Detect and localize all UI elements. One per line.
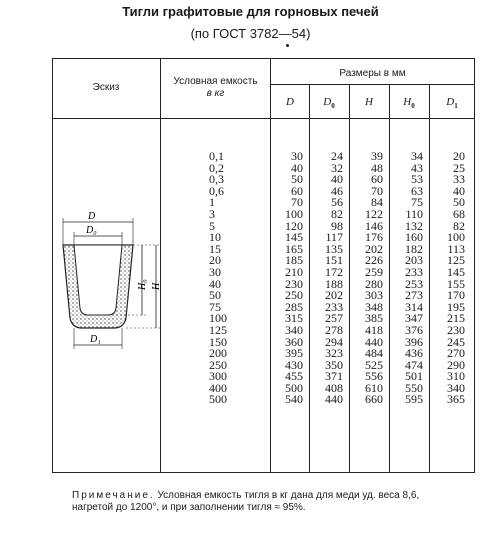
header-capacity-line2: в кг xyxy=(206,88,225,99)
table-cell: 110 xyxy=(405,206,423,221)
table-cell: 82 xyxy=(453,218,465,233)
crucible-sketch xyxy=(8,150,168,360)
symbol-d1: $D_1$ xyxy=(446,96,458,111)
table-cell: 25 xyxy=(453,160,465,175)
table-cell: 385 xyxy=(365,311,383,326)
label-h: H xyxy=(151,282,162,290)
table-cell: 30 xyxy=(209,264,221,279)
table-cell: 24 xyxy=(331,149,343,163)
table-cell: 270 xyxy=(447,346,465,361)
label-d1: D₁ xyxy=(90,334,101,345)
table-cell: 371 xyxy=(325,369,343,384)
table-cell: 39 xyxy=(371,149,383,163)
table-note xyxy=(72,490,492,514)
table-cell: 125 xyxy=(447,253,465,268)
table-cell: 3 xyxy=(209,206,215,221)
table-cell: 230 xyxy=(285,276,303,291)
table-cell: 273 xyxy=(405,288,423,303)
table-border-right xyxy=(474,58,475,473)
table-cell: 32 xyxy=(331,160,343,175)
table-cell: 500 xyxy=(285,380,303,395)
table-cell: 70 xyxy=(291,195,303,210)
table-cell: 660 xyxy=(365,392,383,407)
table-cell: 314 xyxy=(405,299,423,314)
table-cell: 0,6 xyxy=(209,183,224,198)
table-cell: 500 xyxy=(209,392,227,407)
table-cell: 185 xyxy=(285,253,303,268)
capacity-column xyxy=(209,151,249,406)
table-cell: 145 xyxy=(447,264,465,279)
table-cell: 245 xyxy=(447,334,465,349)
label-h0: H₀ xyxy=(137,279,148,290)
table-cell: 75 xyxy=(209,299,221,314)
table-cell: 150 xyxy=(209,334,227,349)
header-capacity-line1: Условная емкость xyxy=(173,76,258,87)
table-cell: 70 xyxy=(371,183,383,198)
h0-column xyxy=(397,151,423,406)
table-cell: 303 xyxy=(365,288,383,303)
table-cell: 195 xyxy=(447,299,465,314)
table-cell: 135 xyxy=(325,241,343,256)
table-cell: 125 xyxy=(209,322,227,337)
table-cell: 474 xyxy=(405,357,423,372)
table-cell: 172 xyxy=(325,264,343,279)
table-cell: 188 xyxy=(325,276,343,291)
table-cell: 376 xyxy=(405,322,423,337)
table-cell: 1 xyxy=(209,195,215,210)
table-cell: 100 xyxy=(285,206,303,221)
table-cell: 347 xyxy=(405,311,423,326)
table-cell: 15 xyxy=(209,241,221,256)
table-cell: 56 xyxy=(331,195,343,210)
table-cell: 396 xyxy=(405,334,423,349)
note-text-2: нагретой до 1200°, и при заполнении тигля ≈ 95%. xyxy=(72,502,306,513)
table-cell: 43 xyxy=(411,160,423,175)
table-cell: 340 xyxy=(447,380,465,395)
table-cell: 10 xyxy=(209,230,221,245)
table-cell: 170 xyxy=(447,288,465,303)
label-d0: D₀ xyxy=(86,225,97,236)
table-cell: 165 xyxy=(285,241,303,256)
table-cell: 595 xyxy=(405,392,423,407)
table-cell: 340 xyxy=(285,322,303,337)
table-cell: 100 xyxy=(447,230,465,245)
table-cell: 40 xyxy=(291,160,303,175)
table-cell: 550 xyxy=(405,380,423,395)
table-cell: 350 xyxy=(325,357,343,372)
table-cell: 50 xyxy=(209,288,221,303)
table-cell: 155 xyxy=(447,276,465,291)
table-cell: 430 xyxy=(285,357,303,372)
table-cell: 34 xyxy=(411,149,423,163)
table-cell: 525 xyxy=(365,357,383,372)
d1-column xyxy=(439,151,465,406)
table-cell: 20 xyxy=(209,253,221,268)
table-cell: 0,3 xyxy=(209,172,224,187)
table-cell: 0,1 xyxy=(209,149,224,163)
table-cell: 145 xyxy=(285,230,303,245)
col-line-h xyxy=(389,84,390,473)
table-cell: 68 xyxy=(453,206,465,221)
col-line-d0 xyxy=(349,84,350,473)
table-cell: 210 xyxy=(285,264,303,279)
table-cell: 202 xyxy=(365,241,383,256)
table-border-bottom xyxy=(52,472,475,473)
header-sketch: Эскиз xyxy=(92,82,120,93)
table-cell: 200 xyxy=(209,346,227,361)
table-cell: 117 xyxy=(325,230,343,245)
table-cell: 63 xyxy=(411,183,423,198)
note-text-1: Условная емкость тигля в кг дана для меди уд. веса 8,6, xyxy=(157,490,420,501)
table-cell: 610 xyxy=(365,380,383,395)
d-column xyxy=(277,151,303,406)
table-cell: 5 xyxy=(209,218,215,233)
table-cell: 100 xyxy=(209,311,227,326)
table-cell: 132 xyxy=(405,218,423,233)
table-cell: 50 xyxy=(453,195,465,210)
table-cell: 53 xyxy=(411,172,423,187)
table-cell: 120 xyxy=(285,218,303,233)
table-border-top xyxy=(52,58,475,59)
symbol-d: D xyxy=(286,96,294,108)
table-cell: 40 xyxy=(209,276,221,291)
table-cell: 48 xyxy=(371,160,383,175)
table-cell: 365 xyxy=(447,392,465,407)
table-cell: 484 xyxy=(365,346,383,361)
table-cell: 323 xyxy=(325,346,343,361)
table-cell: 556 xyxy=(365,369,383,384)
table-cell: 250 xyxy=(285,288,303,303)
label-d: D xyxy=(88,211,96,222)
page-subtitle: (по ГОСТ 3782—54) xyxy=(190,26,311,41)
table-cell: 60 xyxy=(371,172,383,187)
table-cell: 176 xyxy=(365,230,383,245)
table-cell: 82 xyxy=(331,206,343,221)
table-cell: 300 xyxy=(209,369,227,384)
table-cell: 253 xyxy=(405,276,423,291)
table-cell: 540 xyxy=(285,392,303,407)
table-cell: 30 xyxy=(291,149,303,163)
table-cell: 182 xyxy=(405,241,423,256)
table-cell: 360 xyxy=(285,334,303,349)
col-line-capacity xyxy=(270,58,271,473)
table-cell: 348 xyxy=(365,299,383,314)
table-cell: 202 xyxy=(325,288,343,303)
table-cell: 250 xyxy=(209,357,227,372)
table-cell: 400 xyxy=(209,380,227,395)
table-cell: 278 xyxy=(325,322,343,337)
table-cell: 0,2 xyxy=(209,160,224,175)
symbol-h: H xyxy=(365,96,373,108)
table-cell: 33 xyxy=(453,172,465,187)
h-column xyxy=(357,151,383,406)
table-cell: 310 xyxy=(447,369,465,384)
table-cell: 233 xyxy=(325,299,343,314)
table-cell: 20 xyxy=(453,149,465,163)
table-cell: 501 xyxy=(405,369,423,384)
table-cell: 294 xyxy=(325,334,343,349)
table-cell: 113 xyxy=(447,241,465,256)
table-cell: 60 xyxy=(291,183,303,198)
table-cell: 226 xyxy=(365,253,383,268)
table-cell: 75 xyxy=(411,195,423,210)
table-cell: 440 xyxy=(325,392,343,407)
table-cell: 418 xyxy=(365,322,383,337)
d0-column xyxy=(317,151,343,406)
table-cell: 395 xyxy=(285,346,303,361)
table-cell: 40 xyxy=(453,183,465,198)
header-dims: Размеры в мм xyxy=(339,68,406,79)
decorative-dot xyxy=(286,44,289,47)
table-cell: 84 xyxy=(371,195,383,210)
col-line-h0 xyxy=(429,84,430,473)
crucible-cavity xyxy=(74,245,122,315)
symbol-h0: $H_0$ xyxy=(403,96,415,111)
page-title: Тигли графитовые для горновых печей xyxy=(122,4,379,19)
table-cell: 215 xyxy=(447,311,465,326)
table-cell: 285 xyxy=(285,299,303,314)
table-cell: 146 xyxy=(365,218,383,233)
symbol-d0: $D_0$ xyxy=(323,96,335,111)
table-cell: 46 xyxy=(331,183,343,198)
table-cell: 203 xyxy=(405,253,423,268)
table-cell: 230 xyxy=(447,322,465,337)
table-cell: 408 xyxy=(325,380,343,395)
table-cell: 257 xyxy=(325,311,343,326)
table-cell: 160 xyxy=(405,230,423,245)
table-cell: 455 xyxy=(285,369,303,384)
table-cell: 290 xyxy=(447,357,465,372)
table-cell: 40 xyxy=(331,172,343,187)
col-line-d xyxy=(309,84,310,473)
table-cell: 280 xyxy=(365,276,383,291)
table-cell: 151 xyxy=(325,253,343,268)
table-cell: 122 xyxy=(365,206,383,221)
dims-subheader-line xyxy=(270,84,475,85)
table-cell: 436 xyxy=(405,346,423,361)
table-cell: 233 xyxy=(405,264,423,279)
note-label: Примечание. xyxy=(72,490,155,501)
table-cell: 50 xyxy=(291,172,303,187)
table-cell: 440 xyxy=(365,334,383,349)
header-separator xyxy=(52,118,475,119)
table-cell: 259 xyxy=(365,264,383,279)
table-cell: 98 xyxy=(331,218,343,233)
table-cell: 315 xyxy=(285,311,303,326)
